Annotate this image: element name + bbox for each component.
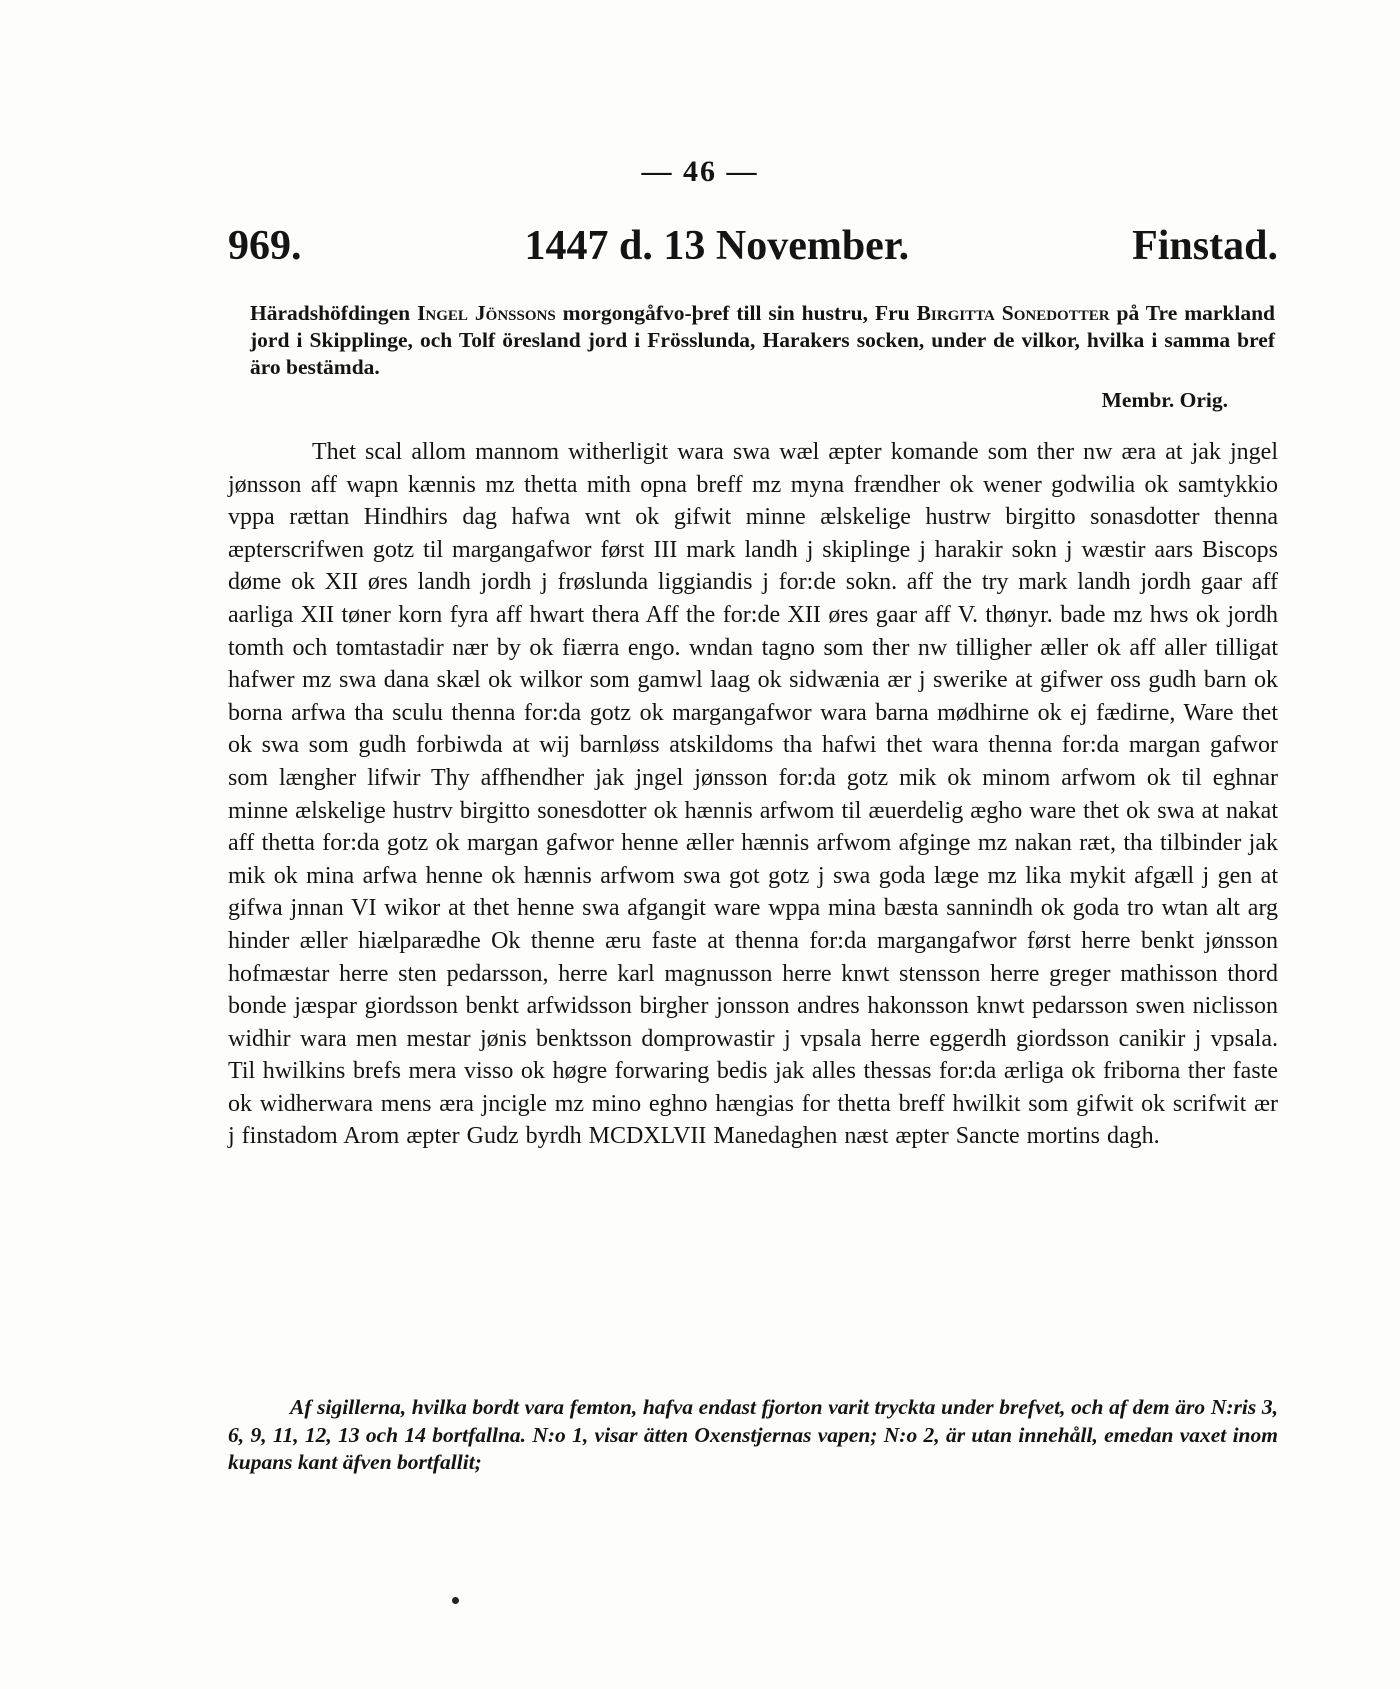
page-number: — 46 —: [641, 155, 759, 188]
entry-header: [228, 222, 1278, 270]
summary-name-1: Ingel Jönssons: [417, 301, 556, 325]
source-note: Membr. Orig.: [1101, 388, 1228, 412]
summary-part-3: på Tre markland jord i Skipplinge, och Tolf öresland jord i Frösslunda, Harakers socken, under de vilkor, hvilka i samma bref äro bestämda.: [250, 301, 1276, 379]
entry-date: 1447 d. 13 November.: [524, 223, 910, 269]
entry-summary: [250, 300, 1275, 381]
seal-note: Af sigillerna, hvilka bordt vara femton, hafva endast fjorton varit tryckta under brefvet, och af dem äro N:ris 3, 6, 9, 11, 12, 13 och 14 bortfallna. N:o 1, visar ätten Oxenstjernas vapen; N:o 2, är utan innehåll, emedan vaxet inom kupans kant äfven bortfallit;: [228, 1395, 1278, 1474]
summary-part-1: Häradshöfdingen: [250, 301, 418, 325]
summary-name-2: Birgitta Sonedotter: [916, 301, 1110, 325]
print-speck: [452, 1597, 459, 1604]
summary-part-2: morgongåfvo-þref till sin hustru, Fru: [555, 301, 917, 325]
entry-place: Finstad.: [1132, 223, 1278, 269]
entry-number: 969.: [228, 223, 302, 269]
charter-text: Thet scal allom mannom witherligit wara swa wæl æpter komande som ther nw æra at jak jngel jønsson aff wapn kænnis mz thetta mith opna breff mz myna frændher ok wener godwilia ok samtykkio vppa rættan Hindhirs dag hafwa wnt ok gifwit minne ælskelige hustrw birgitto sonasdotter thenna æpterscrifwen gotz til margangafwor først III mark landh j skiplinge j harakir sokn j wæstir aars Biscops døme ok XII øres landh jordh j frøslunda liggiandis j for:de sokn. aff the try mark landh jordh gaar aff aarliga XII tøner korn fyra aff hwart thera Aff the for:de XII øres gaar aff V. thønyr. bade mz hws ok jordh tomth och tomtastadir nær by ok fiærra engo. wndan tagno som ther nw tilligher æller ok aff aller tilligat hafwer mz swa dana skæl ok wilkor som gamwl laag ok sidwænia ær j swerike at gifwer oss gudh barn ok borna arfwa tha sculu thenna for:da gotz ok margangafwor wara barna mødhirne ok ej fædirne, Ware thet ok swa som gudh forbiwda at wij barnløss atskildoms tha hafwi thet wara thenna for:da margan gafwor som længher lifwir Thy affhendher jak jngel jønsson for:da gotz mik ok minom arfwom ok til eghnar minne ælskelige hustrv birgitto sonesdotter ok hænnis arfwom til æuerdelig ægho ware thet ok swa at nakat aff thetta for:da gotz ok margan gafwor henne æller hænnis arfwom afginge mz nakan ræt, tha tilbinder jak mik ok mina arfwa henne ok hænnis arfwom swa got gotz j swa goda læge mz lika mykit afgæll j gen at gifwa jnnan VI wikor at thet henne swa afgangit ware wppa mina bæsta sannindh ok goda tro wtan alt arg hinder æller hiælparædhe Ok thenne æru faste at thenna for:da margangafwor først herre benkt jønsson hofmæstar herre sten pedarsson, herre karl magnusson herre knwt stensson herre greger mathisson thord bonde jæspar giordsson benkt arfwidsson birgher jonsson andres hakonsson knwt pedarsson swen niclisson widhir wara men mestar jønis benktsson domprowastir j vpsala herre eggerdh giordsson canikir j vpsala. Til hwilkins brefs mera visso ok høgre forwaring bedis jak alles thessas for:da ærliga ok friborna ther faste ok widherwara mens æra jncigle mz mino eghno hængias for thetta breff hwilkit som gifwit ok scrifwit ær j finstadom Arom æpter Gudz byrdh MCDXLVII Manedaghen næst æpter Sancte mortins dagh.: [228, 439, 1278, 1150]
